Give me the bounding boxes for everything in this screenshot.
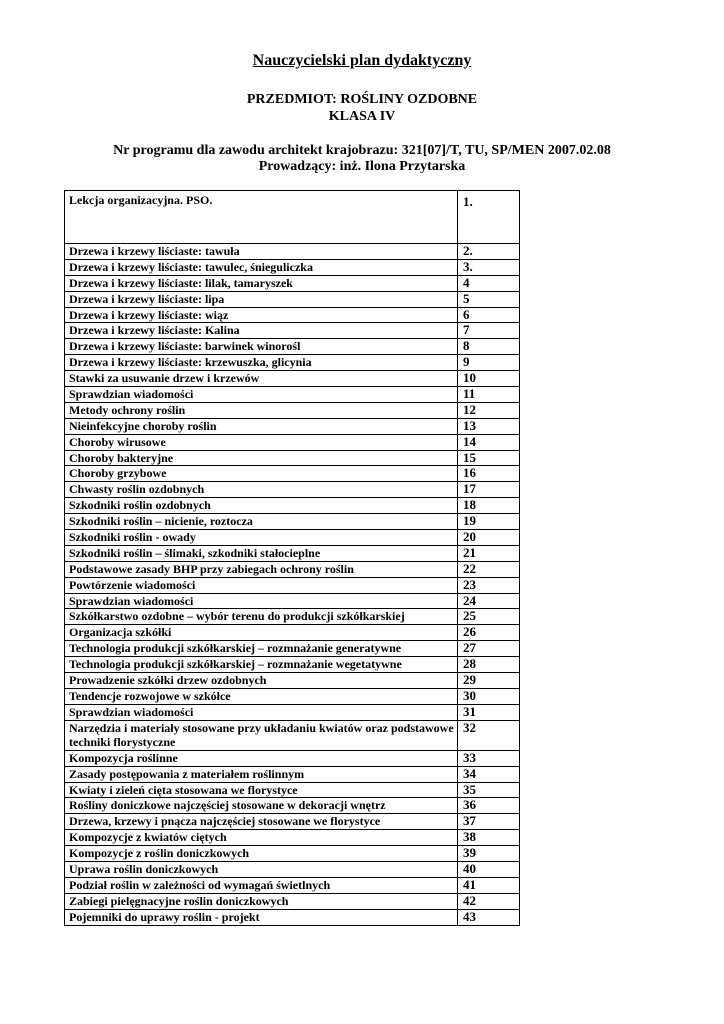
lesson-topic: Szkodniki roślin – ślimaki, szkodniki stałocieplne [65, 545, 458, 561]
table-row [65, 545, 520, 561]
lesson-number: 26 [458, 625, 520, 641]
lesson-number: 39 [458, 846, 520, 862]
lesson-topic: Szkodniki roślin - owady [65, 530, 458, 546]
lesson-number: 38 [458, 830, 520, 846]
lesson-topic: Sprawdzian wiadomości [65, 593, 458, 609]
lesson-number: 22 [458, 561, 520, 577]
lesson-topic: Drzewa i krzewy liściaste: krzewuszka, glicynia [65, 355, 458, 371]
lesson-number: 34 [458, 766, 520, 782]
lesson-number: 35 [458, 782, 520, 798]
lesson-plan-body [65, 191, 520, 926]
program-number: Nr programu dla zawodu architekt krajobrazu: 321[07]/T, TU, SP/MEN 2007.02.08 [113, 143, 611, 158]
lesson-number: 2. [458, 244, 520, 260]
table-row [65, 641, 520, 657]
lesson-topic: Nieinfekcyjne choroby roślin [65, 418, 458, 434]
table-row [65, 720, 520, 750]
table-row [65, 909, 520, 925]
lesson-number: 25 [458, 609, 520, 625]
lesson-topic: Drzewa i krzewy liściaste: tawulec, śnieguliczka [65, 259, 458, 275]
lesson-topic: Drzewa i krzewy liściaste: tawuła [65, 244, 458, 260]
table-row [65, 893, 520, 909]
lesson-topic: Choroby bakteryjne [65, 450, 458, 466]
lesson-plan-table [64, 190, 520, 926]
lesson-number: 24 [458, 593, 520, 609]
table-row [65, 561, 520, 577]
table-row [65, 593, 520, 609]
lesson-number: 43 [458, 909, 520, 925]
lesson-topic: Tendencje rozwojowe w szkółce [65, 688, 458, 704]
lesson-number: 4 [458, 275, 520, 291]
lesson-topic: Zasady postępowania z materiałem roślinnym [65, 766, 458, 782]
lesson-number: 12 [458, 402, 520, 418]
table-row [65, 657, 520, 673]
lesson-topic: Rośliny doniczkowe najczęściej stosowane w dekoracji wnętrz [65, 798, 458, 814]
lesson-topic: Prowadzenie szkółki drzew ozdobnych [65, 673, 458, 689]
lesson-number: 1. [458, 191, 520, 244]
lesson-number: 40 [458, 861, 520, 877]
subject-heading: PRZEDMIOT: ROŚLINY OZDOBNE [246, 92, 478, 107]
table-row [65, 434, 520, 450]
lesson-number: 31 [458, 704, 520, 720]
lesson-number: 13 [458, 418, 520, 434]
lesson-number: 33 [458, 750, 520, 766]
lesson-topic: Kwiaty i zieleń cięta stosowana we florystyce [65, 782, 458, 798]
table-row [65, 498, 520, 514]
lesson-topic: Drzewa i krzewy liściaste: barwinek winorośl [65, 339, 458, 355]
lesson-number: 11 [458, 387, 520, 403]
teacher-name: Prowadzący: inż. Ilona Przytarska [258, 159, 466, 174]
lesson-number: 5 [458, 291, 520, 307]
table-row [65, 191, 520, 244]
lesson-topic: Technologia produkcji szkółkarskiej – rozmnażanie generatywne [65, 641, 458, 657]
lesson-topic: Zabiegi pielęgnacyjne roślin doniczkowych [65, 893, 458, 909]
table-row [65, 307, 520, 323]
lesson-number: 29 [458, 673, 520, 689]
table-row [65, 830, 520, 846]
table-row [65, 609, 520, 625]
table-row [65, 688, 520, 704]
table-row [65, 339, 520, 355]
lesson-number: 42 [458, 893, 520, 909]
lesson-topic: Szkółkarstwo ozdobne – wybór terenu do produkcji szkółkarskiej [65, 609, 458, 625]
lesson-number: 15 [458, 450, 520, 466]
lesson-number: 17 [458, 482, 520, 498]
table-row [65, 259, 520, 275]
lesson-number: 16 [458, 466, 520, 482]
table-row [65, 514, 520, 530]
lesson-number: 20 [458, 530, 520, 546]
table-row [65, 402, 520, 418]
table-row [65, 323, 520, 339]
table-row [65, 466, 520, 482]
table-row [65, 387, 520, 403]
lesson-number: 36 [458, 798, 520, 814]
table-row [65, 798, 520, 814]
table-row [65, 704, 520, 720]
lesson-number: 8 [458, 339, 520, 355]
lesson-number: 23 [458, 577, 520, 593]
lesson-number: 18 [458, 498, 520, 514]
lesson-topic: Kompozycja roślinne [65, 750, 458, 766]
lesson-number: 10 [458, 371, 520, 387]
lesson-topic: Organizacja szkółki [65, 625, 458, 641]
lesson-number: 7 [458, 323, 520, 339]
lesson-number: 6 [458, 307, 520, 323]
table-row [65, 371, 520, 387]
lesson-number: 3. [458, 259, 520, 275]
lesson-topic: Chwasty roślin ozdobnych [65, 482, 458, 498]
lesson-topic: Drzewa i krzewy liściaste: Kalina [65, 323, 458, 339]
table-row [65, 814, 520, 830]
lesson-number: 9 [458, 355, 520, 371]
lesson-number: 32 [458, 720, 520, 750]
table-row [65, 291, 520, 307]
lesson-number: 19 [458, 514, 520, 530]
lesson-number: 27 [458, 641, 520, 657]
lesson-topic: Pojemniki do uprawy roślin - projekt [65, 909, 458, 925]
table-row [65, 782, 520, 798]
lesson-topic: Stawki za usuwanie drzew i krzewów [65, 371, 458, 387]
lesson-topic: Powtórzenie wiadomości [65, 577, 458, 593]
lesson-topic: Drzewa, krzewy i pnącza najczęściej stosowane we florystyce [65, 814, 458, 830]
lesson-topic: Drzewa i krzewy liściaste: lipa [65, 291, 458, 307]
lesson-topic: Uprawa roślin doniczkowych [65, 861, 458, 877]
table-row [65, 877, 520, 893]
table-row [65, 244, 520, 260]
lesson-number: 37 [458, 814, 520, 830]
lesson-number: 30 [458, 688, 520, 704]
table-row [65, 750, 520, 766]
lesson-topic: Technologia produkcji szkółkarskiej – rozmnażanie wegetatywne [65, 657, 458, 673]
table-row [65, 861, 520, 877]
lesson-topic: Choroby grzybowe [65, 466, 458, 482]
lesson-topic: Szkodniki roślin – nicienie, roztocza [65, 514, 458, 530]
table-row [65, 418, 520, 434]
lesson-topic: Sprawdzian wiadomości [65, 704, 458, 720]
table-row [65, 530, 520, 546]
lesson-number: 14 [458, 434, 520, 450]
table-row [65, 577, 520, 593]
class-heading: KLASA IV [328, 109, 396, 124]
table-row [65, 625, 520, 641]
table-row [65, 673, 520, 689]
lesson-topic: Narzędzia i materiały stosowane przy układaniu kwiatów oraz podstawowe techniki florystyczne [65, 720, 458, 750]
table-row [65, 766, 520, 782]
table-row [65, 846, 520, 862]
lesson-topic: Choroby wirusowe [65, 434, 458, 450]
lesson-topic: Metody ochrony roślin [65, 402, 458, 418]
lesson-topic: Sprawdzian wiadomości [65, 387, 458, 403]
table-row [65, 275, 520, 291]
lesson-topic: Drzewa i krzewy liściaste: wiąz [65, 307, 458, 323]
lesson-number: 41 [458, 877, 520, 893]
lesson-number: 28 [458, 657, 520, 673]
lesson-topic: Kompozycje z kwiatów ciętych [65, 830, 458, 846]
lesson-topic: Podział roślin w zależności od wymagań świetlnych [65, 877, 458, 893]
table-row [65, 482, 520, 498]
lesson-topic: Drzewa i krzewy liściaste: lilak, tamaryszek [65, 275, 458, 291]
lesson-topic: Podstawowe zasady BHP przy zabiegach ochrony roślin [65, 561, 458, 577]
page-title: Nauczycielski plan dydaktyczny [252, 52, 472, 69]
lesson-topic: Kompozycje z roślin doniczkowych [65, 846, 458, 862]
lesson-topic: Szkodniki roślin ozdobnych [65, 498, 458, 514]
table-row [65, 355, 520, 371]
lesson-topic: Lekcja organizacyjna. PSO. [65, 191, 458, 244]
lesson-number: 21 [458, 545, 520, 561]
table-row [65, 450, 520, 466]
